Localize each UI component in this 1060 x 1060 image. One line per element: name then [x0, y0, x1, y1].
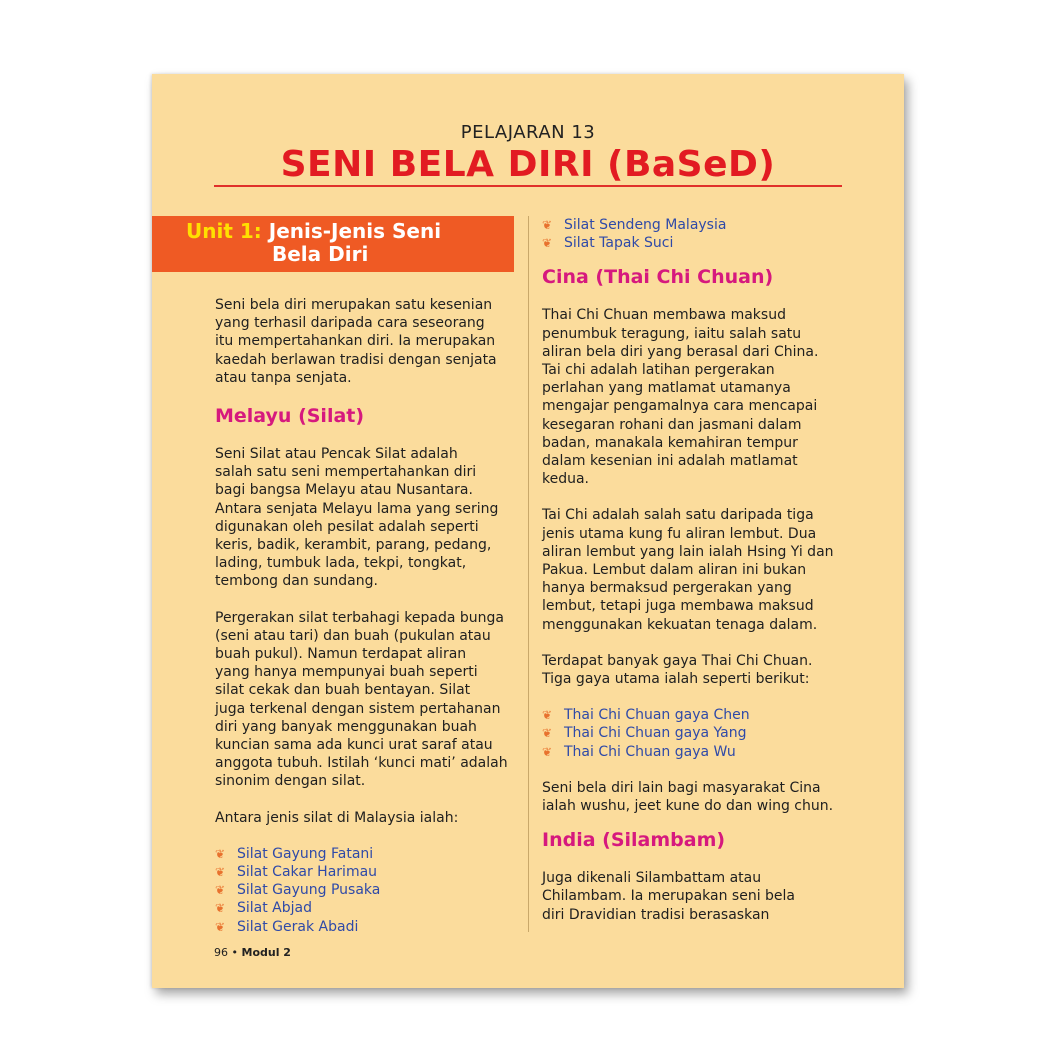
- heading-india: India (Silambam): [542, 829, 726, 852]
- footer-separator: •: [231, 946, 238, 959]
- text-line: silat cekak dan buah bentayan. Silat: [215, 682, 471, 699]
- text-line: Thai Chi Chuan membawa maksud: [542, 307, 786, 324]
- cina-paragraph-2: [542, 506, 862, 633]
- text-line: kedua.: [542, 471, 590, 488]
- text-line: penumbuk teragung, iaitu salah satu: [542, 325, 802, 342]
- swirl-bullet-icon: ❦: [542, 744, 553, 759]
- silat-intro: [215, 809, 515, 827]
- text-line: aliran lembut yang lain ialah Hsing Yi dan: [542, 543, 834, 560]
- text-line: buah pukul). Namun terdapat aliran: [215, 646, 467, 663]
- list-item-label: Thai Chi Chuan gaya Wu: [564, 743, 736, 760]
- page-number: 96: [214, 946, 228, 959]
- list-item-label: Thai Chi Chuan gaya Yang: [564, 725, 747, 742]
- text-line: ialah wushu, jeet kune do dan wing chun.: [542, 798, 834, 815]
- left-column: [215, 296, 515, 936]
- unit-title: [186, 220, 506, 266]
- list-item-label: Silat Gayung Pusaka: [237, 882, 381, 899]
- text-line: Chilambam. Ia merupakan seni bela: [542, 888, 796, 905]
- list-item-label: Silat Tapak Suci: [564, 235, 674, 252]
- text-line: lading, tumbuk lada, tekpi, tongkat,: [215, 555, 467, 572]
- text-line: (seni atau tari) dan buah (pukulan atau: [215, 627, 491, 644]
- unit-prefix: Unit 1:: [186, 219, 262, 243]
- list-item: [215, 863, 515, 881]
- text-line: Tai Chi adalah salah satu daripada tiga: [542, 507, 814, 524]
- list-item-label: Thai Chi Chuan gaya Chen: [564, 707, 750, 724]
- text-line: aliran bela diri yang berasal dari China.: [542, 343, 819, 360]
- text-line: kuncian sama ada kunci urat saraf atau: [215, 737, 493, 754]
- swirl-bullet-icon: ❦: [542, 236, 553, 251]
- right-column: [542, 216, 862, 942]
- text-line: kaedah berlawan tradisi dengan senjata: [215, 351, 497, 368]
- list-item: [542, 743, 862, 761]
- text-line: hanya bermaksud pergerakan yang: [542, 580, 792, 597]
- text-line: juga terkenal dengan sistem pertahanan: [215, 700, 501, 717]
- list-item: [542, 234, 862, 252]
- text-line: Seni bela diri merupakan satu kesenian: [215, 297, 493, 313]
- text-line: itu mempertahankan diri. Ia merupakan: [215, 333, 496, 350]
- list-item: [542, 724, 862, 742]
- swirl-bullet-icon: ❦: [542, 218, 553, 232]
- column-divider: [528, 216, 529, 932]
- text-line: badan, manakala kemahiran tempur: [542, 434, 798, 451]
- text-line: Pakua. Lembut dalam aliran ini bukan: [542, 562, 807, 579]
- list-item-label: Silat Cakar Harimau: [237, 864, 378, 881]
- text-line: mengajar pengamalnya cara mencapai: [542, 398, 818, 415]
- textbook-page: [152, 74, 904, 988]
- taichi-style-list: [542, 706, 862, 761]
- list-item: [215, 899, 515, 917]
- swirl-bullet-icon: ❦: [542, 708, 553, 723]
- text-line: atau tanpa senjata.: [215, 369, 352, 386]
- unit-title-line1: Jenis-Jenis Seni: [268, 219, 442, 243]
- list-item: [542, 216, 862, 234]
- list-item: [215, 881, 515, 899]
- text-line: anggota tubuh. Istilah ‘kunci mati’ adalah: [215, 755, 508, 772]
- text-line: yang terhasil daripada cara seseorang: [215, 315, 485, 332]
- text-line: diri yang banyak menggunakan buah: [215, 718, 477, 735]
- swirl-bullet-icon: ❦: [215, 846, 226, 861]
- text-line: salah satu seni mempertahankan diri: [215, 464, 477, 481]
- lesson-label: PELAJARAN 13: [460, 122, 596, 143]
- intro-paragraph: [215, 296, 515, 387]
- silat-list-continued: [542, 216, 862, 252]
- text-line: menggunakan kekuatan tenaga dalam.: [542, 616, 818, 633]
- text-line: Tiga gaya utama ialah seperti berikut:: [542, 671, 810, 688]
- text-line: yang hanya mempunyai buah seperti: [215, 664, 478, 681]
- module-label: Modul 2: [241, 946, 291, 959]
- melayu-paragraph-2: [215, 609, 515, 791]
- list-item: [215, 918, 515, 936]
- silat-list: [215, 845, 515, 936]
- lesson-title: SENI BELA DIRI (BaSeD): [280, 144, 776, 185]
- cina-paragraph-3: [542, 652, 862, 688]
- text-line: Antara jenis silat di Malaysia ialah:: [215, 809, 459, 826]
- text-line: Tai chi adalah latihan pergerakan: [542, 362, 775, 379]
- melayu-paragraph-1: [215, 445, 515, 591]
- heading-melayu: Melayu (Silat): [215, 405, 365, 428]
- text-line: lembut, tetapi juga membawa maksud: [542, 598, 814, 615]
- text-line: Juga dikenali Silambattam atau: [542, 870, 762, 887]
- list-item: [542, 706, 862, 724]
- text-line: jenis utama kung fu aliran lembut. Dua: [542, 525, 817, 542]
- india-paragraph-1: [542, 869, 862, 924]
- text-line: Antara senjata Melayu lama yang sering: [215, 500, 499, 517]
- cina-paragraph-4: [542, 779, 862, 815]
- title-rule: [214, 185, 842, 187]
- text-line: sinonim dengan silat.: [215, 773, 366, 790]
- text-line: kesegaran rohani dan jasmani dalam: [542, 416, 802, 433]
- cina-paragraph-1: [542, 306, 862, 488]
- list-item-label: Silat Gerak Abadi: [237, 918, 359, 935]
- text-line: Seni bela diri lain bagi masyarakat Cina: [542, 779, 821, 796]
- text-line: digunakan oleh pesilat adalah seperti: [215, 518, 479, 535]
- text-line: tembong dan sundang.: [215, 573, 378, 590]
- list-item-label: Silat Abjad: [237, 900, 313, 917]
- list-item: [215, 845, 515, 863]
- text-line: Seni Silat atau Pencak Silat adalah: [215, 446, 458, 463]
- swirl-bullet-icon: ❦: [215, 865, 226, 880]
- text-line: bagi bangsa Melayu atau Nusantara.: [215, 482, 473, 499]
- swirl-bullet-icon: ❦: [215, 919, 226, 934]
- text-line: perlahan yang matlamat utamanya: [542, 380, 791, 397]
- text-line: Terdapat banyak gaya Thai Chi Chuan.: [542, 652, 813, 669]
- unit-title-line2: Bela Diri: [272, 242, 369, 266]
- swirl-bullet-icon: ❦: [215, 883, 226, 898]
- page-footer: [214, 946, 291, 959]
- text-line: dalam kesenian ini adalah matlamat: [542, 453, 798, 470]
- list-item-label: Silat Gayung Fatani: [237, 845, 374, 862]
- text-line: diri Dravidian tradisi berasaskan: [542, 906, 770, 923]
- list-item-label: Silat Sendeng Malaysia: [564, 217, 727, 233]
- text-line: keris, badik, kerambit, parang, pedang,: [215, 537, 492, 554]
- heading-cina: Cina (Thai Chi Chuan): [542, 266, 774, 289]
- text-line: Pergerakan silat terbahagi kepada bunga: [215, 609, 504, 626]
- swirl-bullet-icon: ❦: [542, 726, 553, 741]
- swirl-bullet-icon: ❦: [215, 901, 226, 916]
